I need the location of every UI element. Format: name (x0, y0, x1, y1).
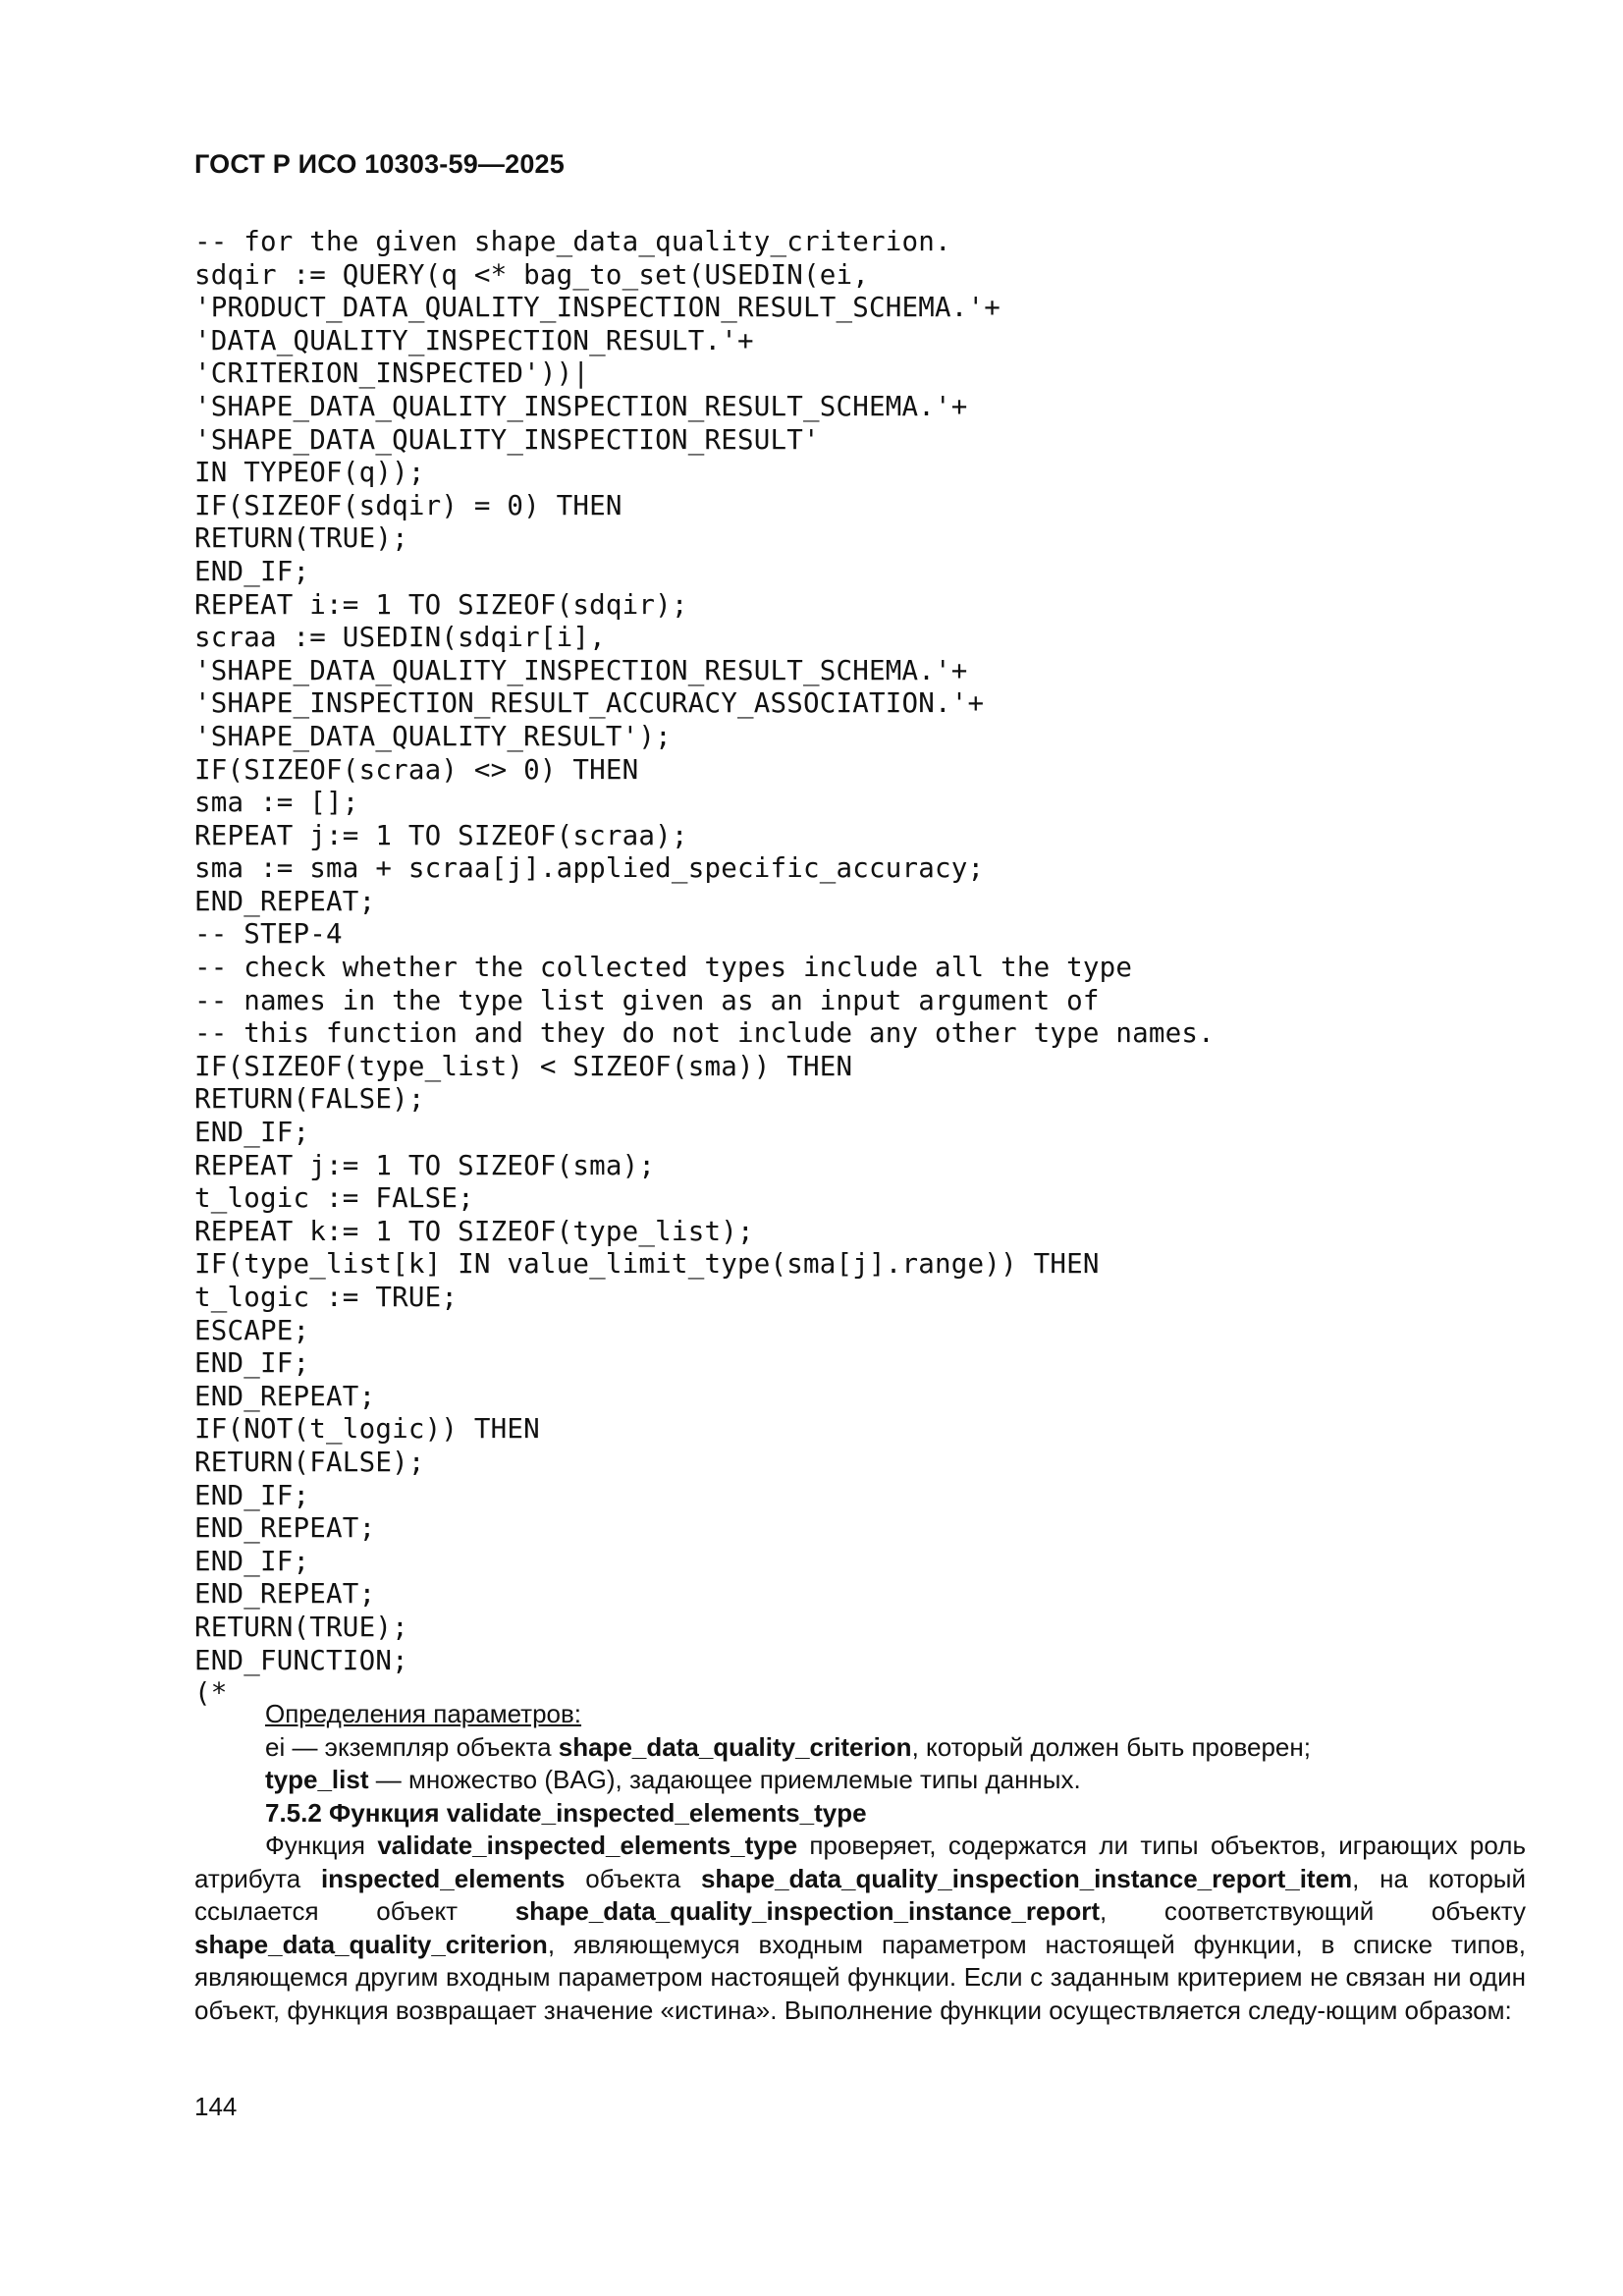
code-line: REPEAT j:= 1 TO SIZEOF(sma); (194, 1149, 656, 1181)
code-line: (* (194, 1677, 228, 1710)
code-line: 'SHAPE_DATA_QUALITY_INSPECTION_RESULT_SCHEMA.'+ (194, 654, 968, 686)
code-line: ESCAPE; (194, 1314, 310, 1346)
code-line: t_logic := FALSE; (194, 1182, 474, 1215)
code-line: -- names in the type list given as an input argument of (194, 984, 1100, 1016)
code-line: END_REPEAT; (194, 1578, 376, 1611)
code-line: 'SHAPE_DATA_QUALITY_INSPECTION_RESULT_SCHEMA.'+ (194, 390, 968, 422)
param-type-list (194, 1764, 1526, 1797)
code-line: 'CRITERION_INSPECTED'))| (194, 357, 590, 390)
code-listing (194, 226, 1215, 1711)
page-number: 144 (194, 2092, 238, 2121)
code-line: scraa := USEDIN(sdqir[i], (194, 622, 606, 654)
para-text-6: , являющемуся входным параметром настоящей функции, в списке типов, являющемся другим входным параметром настоящей функции. Если с заданным критерием не связан ни один объект, функция возвращает значение «истина». Выполнение функции осуществляется следу-ющим образом: (194, 1929, 1526, 2025)
code-line: END_IF; (194, 1545, 310, 1577)
code-line: 'DATA_QUALITY_INSPECTION_RESULT.'+ (194, 324, 754, 356)
code-line: REPEAT k:= 1 TO SIZEOF(type_list); (194, 1215, 754, 1247)
params-heading-line (194, 1698, 1526, 1731)
code-line: sdqir := QUERY(q <* bag_to_set(USEDIN(ei, (194, 258, 870, 291)
prose-section (194, 1698, 1526, 2027)
params-heading: Определения параметров: (265, 1699, 582, 1728)
para-bold-3: shape_data_quality_inspection_instance_report_item (700, 1863, 1353, 1893)
para-text-4: , на который ссылается объект (194, 1863, 1527, 1926)
code-line: RETURN(FALSE); (194, 1083, 425, 1116)
param-ei-text: ei — экземпляр объекта (265, 1731, 559, 1762)
code-line: t_logic := TRUE; (194, 1282, 459, 1313)
code-line: IF(SIZEOF(scraa) <> 0) THEN (194, 753, 639, 786)
para-bold-5: shape_data_quality_criterion (194, 1929, 548, 1959)
code-line: END_IF; (194, 1347, 310, 1380)
code-line: IF(NOT(t_logic)) THEN (194, 1413, 540, 1446)
param-ei-suffix: , который должен быть проверен; (911, 1731, 1311, 1762)
para-text-1: Функция (265, 1831, 378, 1860)
code-line: IF(type_list[k] IN value_limit_type(sma[j].range)) THEN (194, 1248, 1100, 1281)
code-line: END_IF; (194, 1479, 310, 1511)
code-line: -- STEP-4 (194, 918, 343, 951)
code-line: RETURN(TRUE); (194, 1611, 408, 1643)
code-line: RETURN(FALSE); (194, 1446, 425, 1478)
code-line: END_REPEAT; (194, 1380, 376, 1412)
code-line: 'SHAPE_INSPECTION_RESULT_ACCURACY_ASSOCIATION.'+ (194, 687, 985, 720)
code-line: IF(SIZEOF(type_list) < SIZEOF(sma)) THEN (194, 1050, 853, 1082)
code-line: -- this function and they do not include any other type names. (194, 1017, 1215, 1050)
code-line: RETURN(TRUE); (194, 522, 408, 555)
para-bold-4: shape_data_quality_inspection_instance_report (514, 1896, 1101, 1926)
code-line: -- for the given shape_data_quality_criterion. (194, 226, 951, 257)
page-header: ГОСТ Р ИСО 10303-59—2025 (194, 149, 565, 179)
para-text-5: , соответствующий объекту (1100, 1896, 1526, 1926)
code-line: REPEAT i:= 1 TO SIZEOF(sdqir); (194, 588, 688, 621)
code-line: sma := sma + scraa[j].applied_specific_accuracy; (194, 852, 985, 885)
para-text-3: объекта (565, 1863, 701, 1893)
code-line: END_REPEAT; (194, 1512, 376, 1545)
code-line: END_FUNCTION; (194, 1644, 408, 1676)
param-ei-entity: shape_data_quality_criterion (558, 1731, 912, 1762)
param-type-list-name: type_list (265, 1765, 369, 1794)
param-ei (194, 1731, 1526, 1765)
para-bold-1: validate_inspected_elements_type (377, 1831, 798, 1860)
code-line: REPEAT j:= 1 TO SIZEOF(scraa); (194, 819, 688, 851)
code-line: 'PRODUCT_DATA_QUALITY_INSPECTION_RESULT_SCHEMA.'+ (194, 292, 1001, 324)
param-type-list-text: — множество (BAG), задающее приемлемые типы данных. (368, 1765, 1081, 1794)
body-paragraph (194, 1830, 1526, 2027)
code-line: END_IF; (194, 555, 310, 587)
code-line: -- check whether the collected types include all the type (194, 952, 1133, 984)
para-text-2: проверяет, содержатся ли типы объектов, играющих роль атрибута (194, 1831, 1526, 1893)
code-line: IN TYPEOF(q)); (194, 457, 425, 489)
para-bold-2: inspected_elements (320, 1863, 566, 1893)
code-line: END_IF; (194, 1117, 310, 1149)
code-line: sma := []; (194, 787, 359, 819)
code-line: 'SHAPE_DATA_QUALITY_RESULT'); (194, 720, 672, 752)
code-line: IF(SIZEOF(sdqir) = 0) THEN (194, 489, 622, 521)
code-line: 'SHAPE_DATA_QUALITY_INSPECTION_RESULT' (194, 423, 820, 456)
code-line: END_REPEAT; (194, 885, 376, 917)
section-heading: 7.5.2 Функция validate_inspected_elements_type (265, 1797, 867, 1828)
